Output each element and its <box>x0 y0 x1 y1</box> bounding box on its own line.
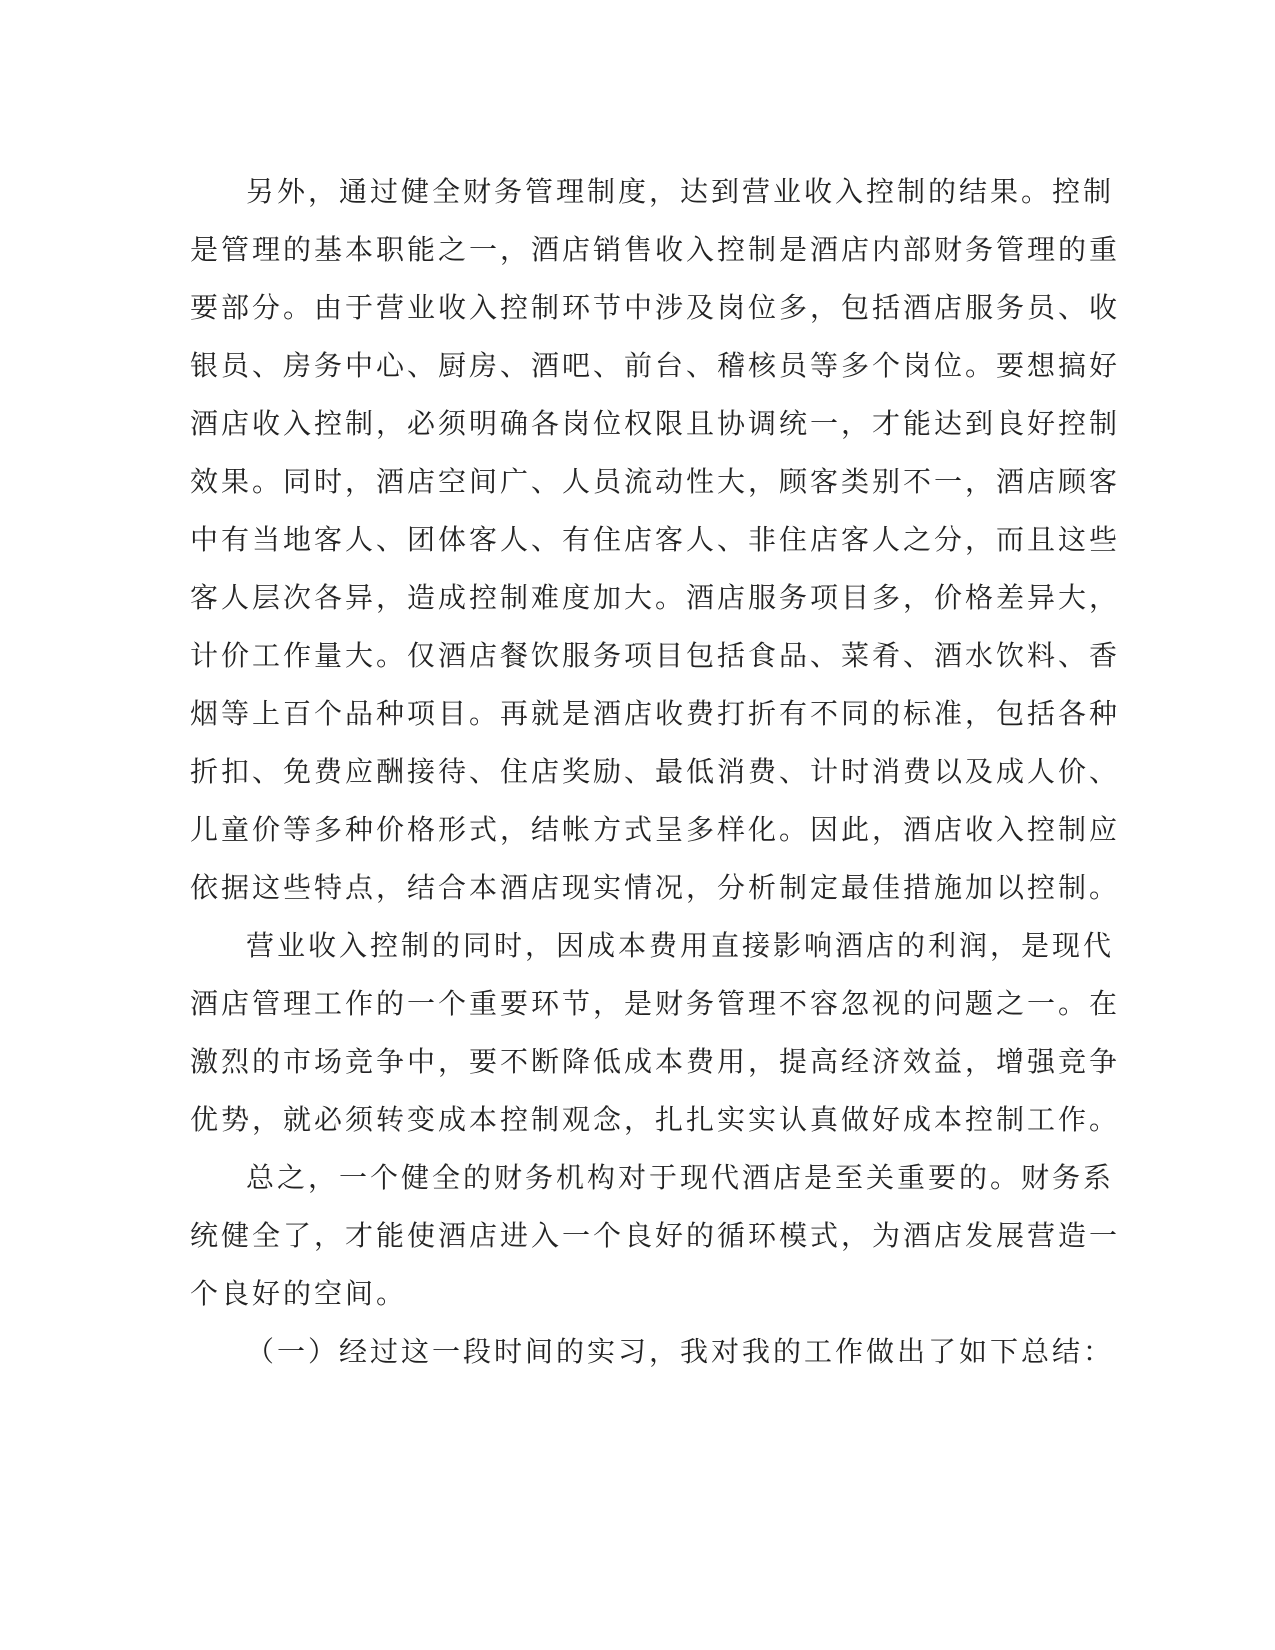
text-line: 是管理的基本职能之一，酒店销售收入控制是酒店内部财务管理的重 <box>190 233 1121 266</box>
paragraph-revenue-control <box>190 163 1121 917</box>
text-line: 优势，就必须转变成本控制观念，扎扎实实认真做好成本控制工作。 <box>190 1103 1121 1136</box>
text-line: 依据这些特点，结合本酒店现实情况，分析制定最佳措施加以控制。 <box>190 871 1121 904</box>
paragraph-cost-control <box>190 917 1121 1149</box>
text-line: 儿童价等多种价格形式，结帐方式呈多样化。因此，酒店收入控制应 <box>190 813 1121 846</box>
text-line: 激烈的市场竞争中，要不断降低成本费用，提高经济效益，增强竞争 <box>190 1045 1121 1078</box>
text-line: 计价工作量大。仅酒店餐饮服务项目包括食品、菜肴、酒水饮料、香 <box>190 639 1121 672</box>
text-line: （一）经过这一段时间的实习，我对我的工作做出了如下总结： <box>246 1335 1115 1368</box>
text-line: 中有当地客人、团体客人、有住店客人、非住店客人之分，而且这些 <box>190 523 1121 556</box>
text-line: 总之，一个健全的财务机构对于现代酒店是至关重要的。财务系 <box>246 1161 1115 1194</box>
text-line: 烟等上百个品种项目。再就是酒店收费打折有不同的标准，包括各种 <box>190 697 1121 730</box>
text-line: 银员、房务中心、厨房、酒吧、前台、稽核员等多个岗位。要想搞好 <box>190 349 1121 382</box>
text-line: 折扣、免费应酬接待、住店奖励、最低消费、计时消费以及成人价、 <box>190 755 1121 788</box>
paragraph-conclusion <box>190 1149 1121 1323</box>
text-line: 效果。同时，酒店空间广、人员流动性大，顾客类别不一，酒店顾客 <box>190 465 1121 498</box>
text-line: 另外，通过健全财务管理制度，达到营业收入控制的结果。控制 <box>246 175 1115 208</box>
text-line: 酒店收入控制，必须明确各岗位权限且协调统一，才能达到良好控制 <box>190 407 1121 440</box>
text-line: 个良好的空间。 <box>190 1277 408 1310</box>
text-line: 营业收入控制的同时，因成本费用直接影响酒店的利润，是现代 <box>246 929 1115 962</box>
text-line: 统健全了，才能使酒店进入一个良好的循环模式，为酒店发展营造一 <box>190 1219 1121 1252</box>
text-line: 要部分。由于营业收入控制环节中涉及岗位多，包括酒店服务员、收 <box>190 291 1121 324</box>
paragraph-section-heading <box>190 1323 1115 1381</box>
body-text <box>190 163 1121 1381</box>
text-line: 客人层次各异，造成控制难度加大。酒店服务项目多，价格差异大， <box>190 581 1121 614</box>
text-line: 酒店管理工作的一个重要环节，是财务管理不容忽视的问题之一。在 <box>190 987 1121 1020</box>
